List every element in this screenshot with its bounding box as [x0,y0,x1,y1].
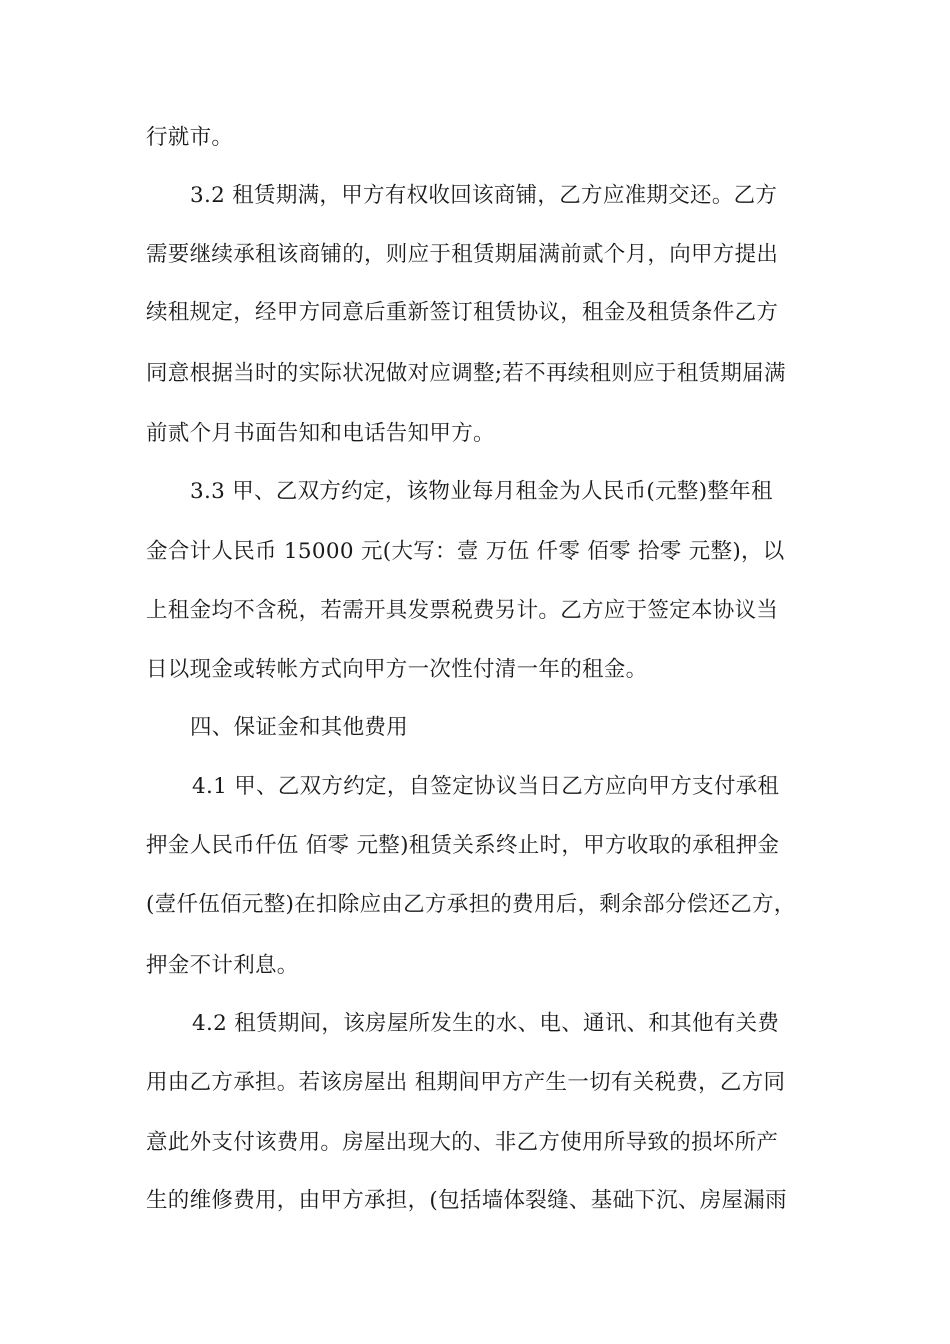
text-line: 押金人民币仟伍 佰零 元整)租赁关系终止时，甲方收取的承租押金 [146,833,780,858]
clause-3-3-first-line: 3.3 甲、乙双方约定，该物业每月租金为人民币(元整)整年租 [190,479,773,504]
text-line: 用由乙方承担。若该房屋出 租期间甲方产生一切有关税费，乙方同 [146,1070,786,1095]
text-line: (壹仟伍佰元整)在扣除应由乙方承担的费用后，剩余部分偿还乙方， [146,892,796,917]
clause-4-2-first-line: 4.2 租赁期间，该房屋所发生的水、电、通讯、和其他有关费 [192,1011,780,1036]
clause-3-2-first-line: 3.2 租赁期满，甲方有权收回该商铺，乙方应准期交还。乙方 [190,183,778,208]
text-line: 前贰个月书面告知和电话告知甲方。 [146,421,495,446]
text-line: 日以现金或转帐方式向甲方一次性付清一年的租金。 [146,657,648,682]
text-line: 押金不计利息。 [146,953,299,978]
text-line: 生的维修费用，由甲方承担，(包括墙体裂缝、基础下沉、房屋漏雨 [146,1188,787,1213]
text-line: 需要继续承租该商铺的，则应于租赁期届满前贰个月，向甲方提出 [146,242,779,267]
text-line: 意此外支付该费用。房屋出现大的、非乙方使用所导致的损坏所产 [146,1130,779,1155]
text-line: 行就市。 [146,125,234,150]
text-line: 续租规定，经甲方同意后重新签订租赁协议，租金及租赁条件乙方 [146,300,779,325]
text-line: 上租金均不含税，若需开具发票税费另计。乙方应于签定本协议当 [146,598,779,623]
text-line: 金合计人民币 15000 元(大写：壹 万伍 仟零 佰零 拾零 元整)，以 [146,539,785,564]
text-line: 同意根据当时的实际状况做对应调整;若不再续租则应于租赁期届满 [146,361,786,386]
section-heading: 四、保证金和其他费用 [190,715,409,740]
clause-4-1-first-line: 4.1 甲、乙双方约定，自签定协议当日乙方应向甲方支付承租 [192,774,780,799]
